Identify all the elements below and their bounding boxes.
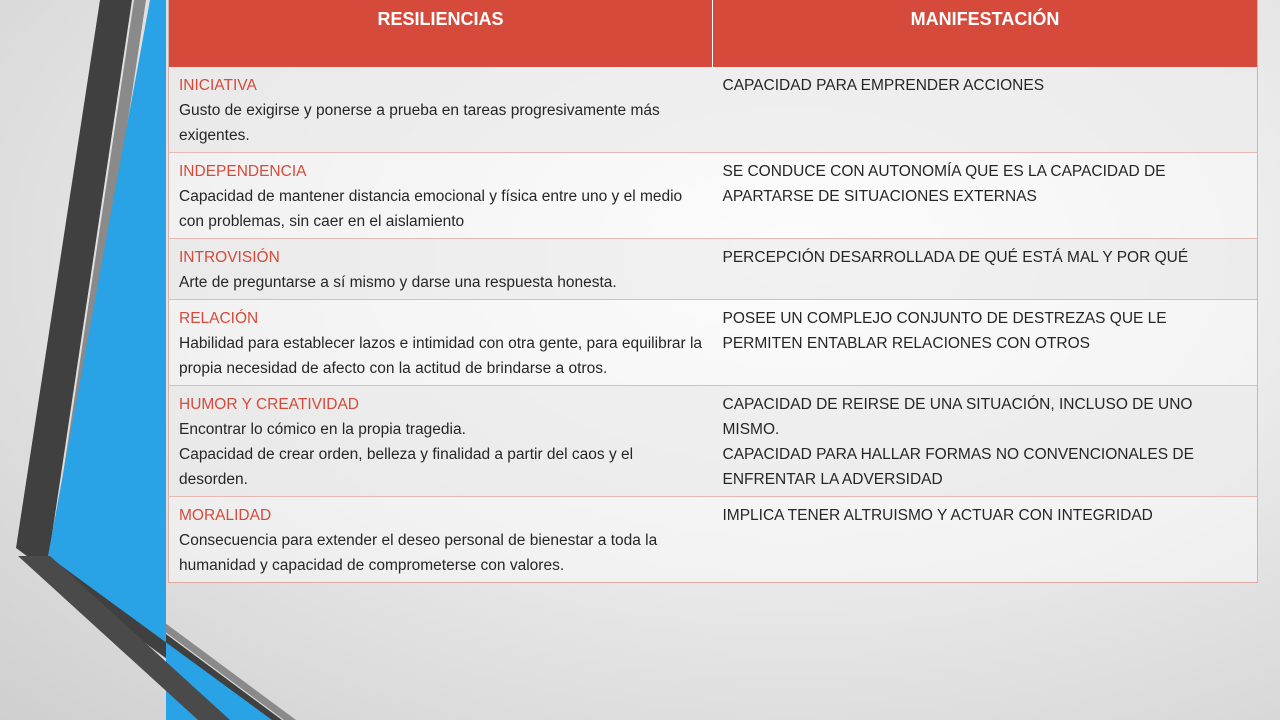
- resilience-cell: [169, 300, 713, 386]
- resilience-title: MORALIDAD: [179, 507, 272, 524]
- resilience-title: INICIATIVA: [179, 77, 257, 94]
- manifestation-text: SE CONDUCE CON AUTONOMÍA QUE ES LA CAPACIDAD DE APARTARSE DE SITUACIONES EXTERNAS: [722, 163, 1166, 205]
- table-row: [169, 153, 1258, 239]
- manifestation-cell: [713, 300, 1258, 386]
- resilience-description: Capacidad de mantener distancia emocional y física entre uno y el medio con problemas, sin caer en el aislamiento: [179, 188, 683, 230]
- manifestation-text: POSEE UN COMPLEJO CONJUNTO DE DESTREZAS QUE LE PERMITEN ENTABLAR RELACIONES CON OTROS: [722, 310, 1167, 352]
- resilience-cell: [169, 386, 713, 497]
- resilience-description: Arte de preguntarse a sí mismo y darse una respuesta honesta.: [179, 274, 617, 291]
- table-row: [169, 497, 1258, 583]
- resilience-description: Consecuencia para extender el deseo personal de bienestar a toda la humanidad y capacidad de comprometerse con valores.: [179, 532, 658, 574]
- manifestation-text: IMPLICA TENER ALTRUISMO Y ACTUAR CON INTEGRIDAD: [722, 507, 1153, 524]
- manifestation-text: CAPACIDAD PARA EMPRENDER ACCIONES: [722, 77, 1045, 94]
- header-manifestacion: MANIFESTACIÓN: [713, 0, 1258, 67]
- resilience-description: Gusto de exigirse y ponerse a prueba en tareas progresivamente más exigentes.: [179, 102, 660, 144]
- resilience-table: [168, 0, 1258, 583]
- manifestation-text: PERCEPCIÓN DESARROLLADA DE QUÉ ESTÁ MAL Y POR QUÉ: [722, 249, 1189, 266]
- manifestation-cell: [713, 239, 1258, 300]
- resilience-title: INDEPENDENCIA: [179, 163, 307, 180]
- resilience-title: RELACIÓN: [179, 310, 259, 327]
- resilience-description: Habilidad para establecer lazos e intimidad con otra gente, para equilibrar la propia necesidad de afecto con la actitud de brindarse a otros.: [179, 335, 703, 377]
- resilience-cell: [169, 67, 713, 153]
- resilience-cell: [169, 239, 713, 300]
- table-row: [169, 239, 1258, 300]
- resilience-cell: [169, 153, 713, 239]
- manifestation-cell: [713, 386, 1258, 497]
- manifestation-cell: [713, 497, 1258, 583]
- manifestation-text: CAPACIDAD DE REIRSE DE UNA SITUACIÓN, INCLUSO DE UNO MISMO.: [722, 396, 1193, 438]
- table-row: [169, 67, 1258, 153]
- resilience-title: HUMOR Y CREATIVIDAD: [179, 396, 359, 413]
- resilience-description: Encontrar lo cómico en la propia tragedia.: [179, 421, 466, 438]
- header-resiliencias: RESILIENCIAS: [169, 0, 713, 67]
- table-row: [169, 300, 1258, 386]
- resilience-description: Capacidad de crear orden, belleza y finalidad a partir del caos y el desorden.: [179, 446, 634, 488]
- resilience-cell: [169, 497, 713, 583]
- manifestation-text: CAPACIDAD PARA HALLAR FORMAS NO CONVENCIONALES DE ENFRENTAR LA ADVERSIDAD: [722, 446, 1194, 488]
- resilience-title: INTROVISIÓN: [179, 249, 280, 266]
- table-header-row: [169, 0, 1258, 67]
- manifestation-cell: [713, 67, 1258, 153]
- manifestation-cell: [713, 153, 1258, 239]
- table-row: [169, 386, 1258, 497]
